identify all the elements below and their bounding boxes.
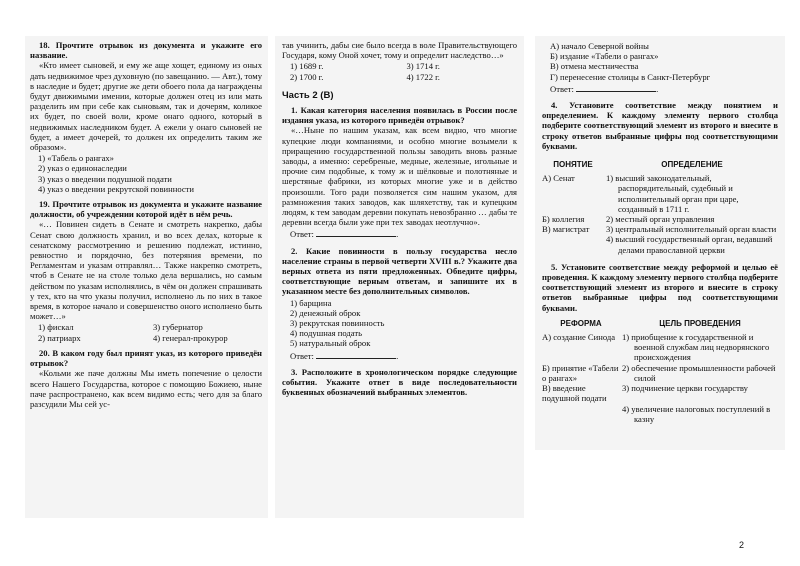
option[interactable]: 3) рекрутская повинность bbox=[290, 318, 385, 329]
b3-options bbox=[542, 41, 778, 82]
option[interactable]: 1) фискал bbox=[38, 322, 74, 333]
column-header: РЕФОРМА bbox=[560, 318, 602, 328]
goal-item: 2) обеспечение промышленности рабочей силой bbox=[622, 362, 776, 383]
option[interactable]: Г) перенесение столицы в Санкт-Петербург bbox=[550, 71, 711, 82]
question-b3: 3. Расположите в хронологическом порядке следующие события. Укажите ответ в виде последовательности буквенных обозначений выбранных элементов. bbox=[282, 366, 517, 398]
question-18: 18. Прочтите отрывок из документа и укажите его название. bbox=[30, 40, 262, 61]
option[interactable]: 3) губернатор bbox=[153, 322, 203, 333]
b1-answer: Ответ: . bbox=[290, 229, 399, 240]
option[interactable]: 1) 1689 г. bbox=[290, 61, 324, 72]
column-header: ПОНЯТИЕ bbox=[553, 160, 593, 170]
option[interactable]: 4) подушная подать bbox=[290, 328, 363, 339]
option[interactable]: 2) 1700 г. bbox=[290, 71, 324, 82]
reform-item: Б) принятие «Табели о рангах» bbox=[542, 362, 619, 383]
question-b4: 4. Установите соответствие между понятием и определением. К каждому элементу первого столбца подберите соответствующий элемент из второго и внесите в строку ответов выбранные цифры под соответствующими буквами. bbox=[542, 100, 779, 151]
q20-quote-end: тав учинить, дабы сие было всегда в воле Правительствующего Государя, кому Оной хочет, тому и определит наследство…» bbox=[282, 40, 517, 61]
column-right bbox=[535, 36, 785, 450]
option[interactable]: 4) генерал-прокурор bbox=[153, 332, 228, 343]
answer-line[interactable] bbox=[316, 350, 396, 359]
option[interactable]: Б) издание «Табели о рангах» bbox=[550, 51, 659, 62]
term-item: Б) коллегия bbox=[542, 214, 585, 225]
definition-item: 1) высший законодательный, распорядительный, судебный и исполнительный орган при царе, созданный в 1711 г. bbox=[606, 173, 739, 214]
b5-matching-table bbox=[542, 319, 778, 424]
answer-line[interactable] bbox=[576, 83, 656, 92]
b2-answer: Ответ: . bbox=[290, 350, 399, 361]
question-b5: 5. Установите соответствие между реформой и целью её проведения. К каждому элементу первого столбца подберите соответствующий элемент из второго и внесите в строку ответов выбранные цифры под соответствующими буквами. bbox=[542, 261, 778, 313]
question-20: 20. В каком году был принят указ, из которого приведён отрывок? bbox=[30, 347, 263, 369]
page-number: 2 bbox=[739, 540, 745, 550]
question-b1: 1. Какая категория населения появилась в России после издания указа, из которого приведён отрывок? bbox=[282, 105, 518, 126]
option[interactable]: 2) денежный оброк bbox=[290, 307, 361, 318]
option[interactable]: 5) натуральный оброк bbox=[290, 338, 371, 349]
q19-options bbox=[30, 322, 262, 342]
option[interactable]: 2) указ о единонаследии bbox=[38, 163, 127, 174]
b1-quote: «…Ныне по нашим указам, как всем видно, что многие купецкие люди компаниями, и особно многие возымели к приращению государственной пользы заводить вновь разные заводы, а именно: серебреные, медные, железные, игольные и прочие сим подобные, к тому ж и шёлковые и полотняные и шерстяные фабрики, из которых многие уже и в действо произошли. Того ради позволяется сим нашим указом, для размножения таких заводов, как шляхетству, так и купецким людям, к тем заводам деревни покупать невозбранно … дабы те деревни всегда были уже при тех заводах неотлучно». bbox=[282, 125, 517, 228]
option[interactable]: 3) указ о введении подушной подати bbox=[38, 173, 172, 184]
column-middle bbox=[275, 36, 524, 518]
option[interactable]: 3) 1714 г. bbox=[406, 61, 440, 72]
option[interactable]: В) отмена местничества bbox=[550, 61, 639, 72]
definition-item: 4) высший государственный орган, ведавший делами православной церкви bbox=[606, 234, 773, 255]
option[interactable]: 4) указ о введении рекрутской повинности bbox=[38, 183, 195, 194]
goal-item: 3) подчинение церкви государству bbox=[622, 383, 748, 394]
b3-answer: Ответ: . bbox=[550, 83, 659, 94]
question-19: 19. Прочтите отрывок из документа и укажите название должности, об учреждении которой идёт в нём речь. bbox=[30, 199, 262, 220]
q20-options bbox=[282, 61, 517, 81]
b2-options bbox=[282, 298, 517, 349]
reform-item: В) введение подушной подати bbox=[542, 383, 607, 404]
column-header: ЦЕЛЬ ПРОВЕДЕНИЯ bbox=[659, 318, 741, 328]
definition-item: 3) центральный исполнительный орган власти bbox=[606, 224, 777, 235]
term-item: В) магистрат bbox=[542, 224, 590, 235]
q20-quote-start: «Кольми же паче должны Мы иметь попечение о целости всего Нашего Государства, которое с помощию Божиею, ныне паче распространено, как всем видимо есть; чего для за благо разсудили Мы сей ус- bbox=[30, 368, 262, 409]
option[interactable]: А) начало Северной войны bbox=[550, 41, 649, 51]
q18-quote: «Кто имеет сыновей, и ему же аще хощет, единому из оных дать недвижимое чрез духовную (по завещанию. — Авт.), тому в наследие и будет; другие же дети обоего пола да награждены будут движимыми имении, которые должен отец из или мать разделить им при себе как сыновьям, так и дочерям, коликое их будет, по своей воли, кроме онаго одного, который в недвижимых наследником будет. А ежели у онаго сыновей не будет, а имеет дочерей, то должен их определить таким же образом». bbox=[30, 60, 262, 153]
answer-line[interactable] bbox=[316, 228, 396, 237]
option[interactable]: 4) 1722 г. bbox=[406, 71, 440, 82]
part-2-title: Часть 2 (В) bbox=[282, 89, 334, 101]
definition-item: 2) местный орган управления bbox=[606, 214, 715, 225]
goal-item: 1) приобщение к государственной и военной службам лиц недворянского происхождения bbox=[622, 332, 770, 363]
column-header: ОПРЕДЕЛЕНИЕ bbox=[661, 160, 723, 170]
option[interactable]: 1) «Табель о рангах» bbox=[38, 153, 114, 164]
q18-options bbox=[30, 153, 262, 194]
b4-matching-table bbox=[542, 160, 778, 255]
option[interactable]: 2) патриарх bbox=[38, 332, 81, 343]
option[interactable]: 1) барщина bbox=[290, 297, 332, 308]
column-left bbox=[25, 36, 268, 518]
q19-quote: «… Повинен сидеть в Сенате и смотреть накрепко, дабы Сенат свою должность хранил, и во всех делах, которые к сенатскому рассмотрению и решению подлежат, истинно, ревностно и порядочно, без потеряния времени, по Регламентам и указам отправлял… Также накрепко смотреть, чтоб в Сенате не на столе только дела вершались, но самым действом по указам исполнялись, в чём он должен спрашивать у тех, кто на что указы получил, исполнено ль по них в такое время, в которое начало и совершенство оного исполнено быть может…» bbox=[30, 219, 262, 322]
term-item: А) Сенат bbox=[542, 173, 575, 184]
question-b2: 2. Какие повинности в пользу государства несло население страны в первой четверти XVIII в.? Укажите два верных ответа из пяти предложенных. Обведите цифры, соответствующие верным ответам, и запишите их в указанном месте без дополнительных символов. bbox=[282, 245, 517, 297]
goal-item: 4) увеличение налоговых поступлений в казну bbox=[622, 403, 771, 424]
reform-item: А) создание Синода bbox=[542, 332, 616, 343]
